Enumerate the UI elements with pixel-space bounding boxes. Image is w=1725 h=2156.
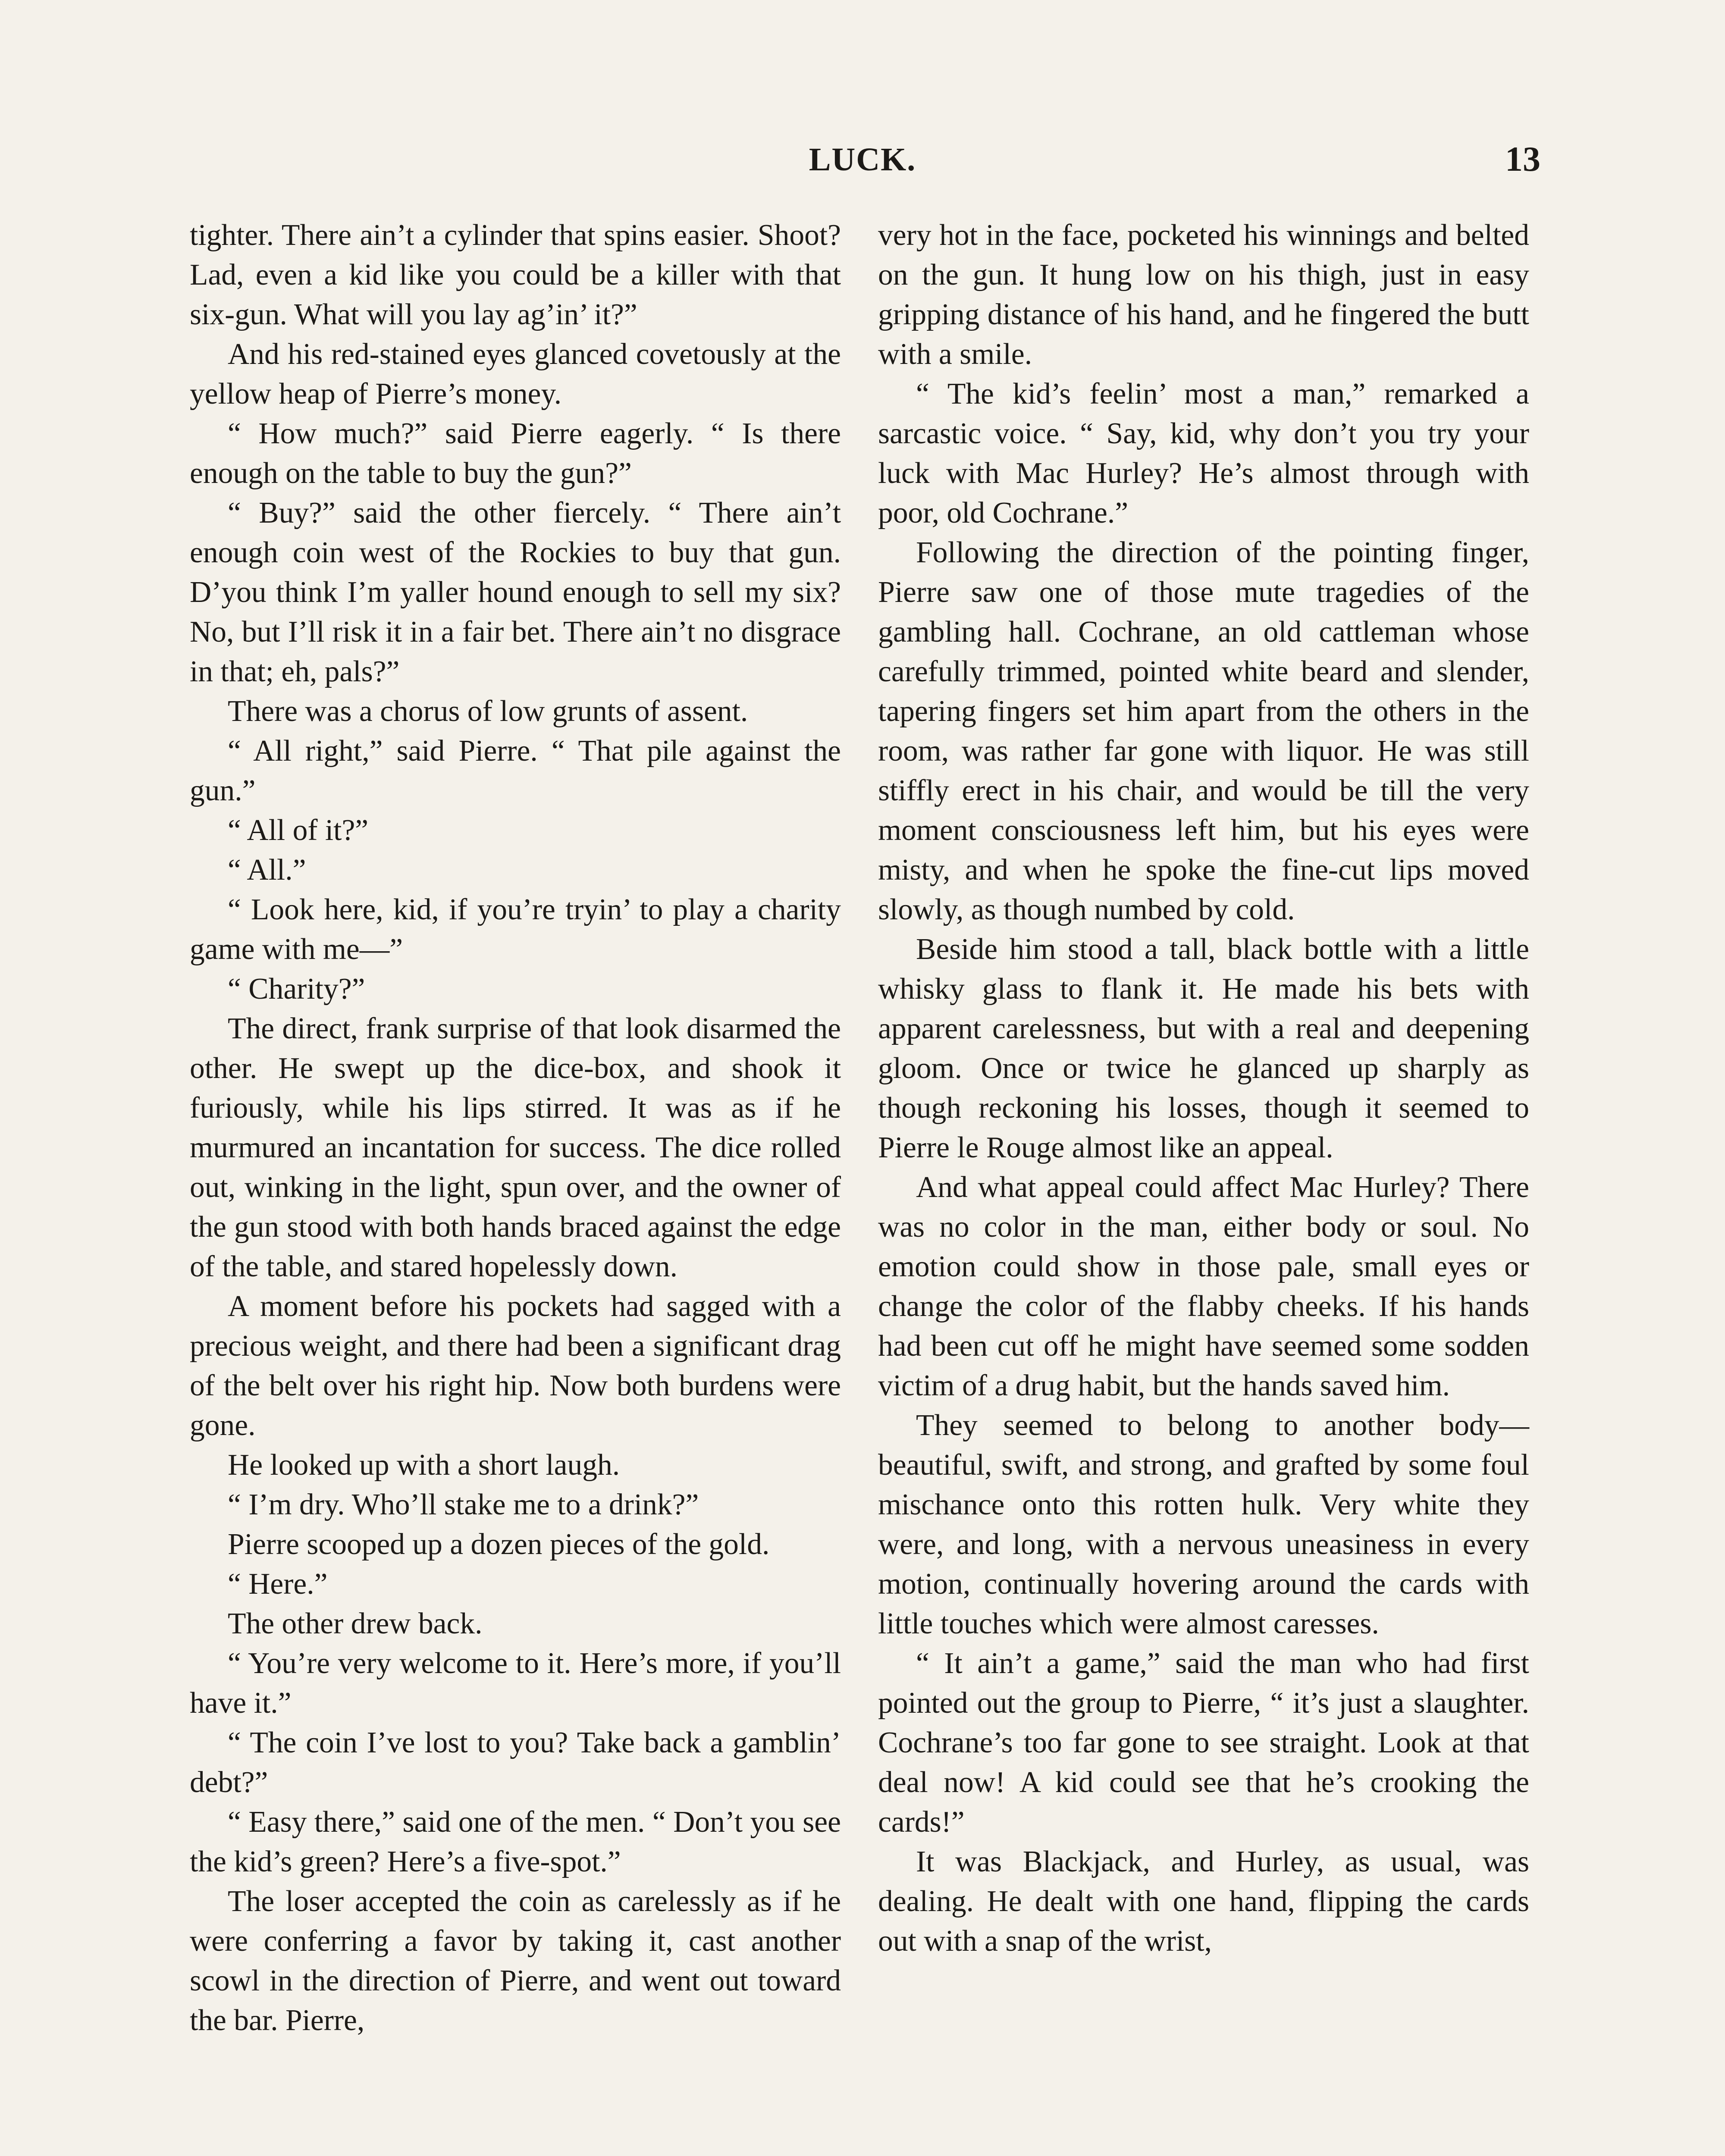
paragraph: “ All right,” said Pierre. “ That pile against the gun.” (190, 734, 841, 807)
paragraph: “ Buy?” said the other fiercely. “ There ain’t enough coin west of the Rockies to buy that gun. D’you think I’m yaller hound enough to sell my six? No, but I’ll risk it in a fair bet. There ain’t no disgrace in that; eh, pals?” (190, 496, 841, 688)
paragraph: He looked up with a short laugh. (228, 1448, 620, 1482)
text-column-right (878, 216, 1529, 1961)
paragraph: “ All of it?” (228, 814, 369, 847)
paragraph: “ Charity?” (228, 972, 365, 1006)
paragraph: There was a chorus of low grunts of assent. (228, 695, 748, 728)
paragraph: And his red-stained eyes glanced covetously at the yellow heap of Pierre’s money. (190, 338, 841, 411)
paragraph: “ All.” (228, 853, 306, 887)
paragraph: “ It ain’t a game,” said the man who had first pointed out the group to Pierre, “ it’s just a slaughter. Cochrane’s too far gone to see straight. Look at that deal now! A kid could see that he’s crooking the cards!” (878, 1647, 1529, 1839)
paragraph: “ Easy there,” said one of the men. “ Don’t you see the kid’s green? Here’s a five-spot.” (190, 1805, 841, 1878)
paragraph: “ Look here, kid, if you’re tryin’ to play a charity game with me—” (190, 893, 841, 966)
paragraph: A moment before his pockets had sagged with a precious weight, and there had been a significant drag of the belt over his right hip. Now both burdens were gone. (190, 1290, 841, 1442)
paragraph: tighter. There ain’t a cylinder that spins easier. Shoot? Lad, even a kid like you could be a killer with that six-gun. What will you lay ag’in’ it?” (190, 219, 841, 331)
running-title: LUCK. (809, 141, 916, 178)
paragraph: Pierre scooped up a dozen pieces of the gold. (228, 1528, 770, 1561)
paragraph: “ The coin I’ve lost to you? Take back a gamblin’ debt?” (190, 1726, 841, 1799)
paragraph: very hot in the face, pocketed his winnings and belted on the gun. It hung low on his thigh, just in easy gripping distance of his hand, and he fingered the butt with a smile. (878, 219, 1529, 371)
page-number: 13 (1505, 139, 1540, 179)
paragraph: “ Here.” (228, 1567, 328, 1601)
text-column-left (190, 216, 841, 2040)
paragraph: “ I’m dry. Who’ll stake me to a drink?” (228, 1488, 699, 1521)
paragraph: It was Blackjack, and Hurley, as usual, was dealing. He dealt with one hand, flipping the cards out with a snap of the wrist, (878, 1845, 1529, 1958)
paragraph: The other drew back. (228, 1607, 483, 1640)
paragraph: The direct, frank surprise of that look disarmed the other. He swept up the dice-box, and shook it furiously, while his lips stirred. It was as if he murmured an incantation for success. The dice rolled out, winking in the light, spun over, and the owner of the gun stood with both hands braced against the edge of the table, and stared hopelessly down. (190, 1012, 841, 1283)
paragraph: “ You’re very welcome to it. Here’s more, if you’ll have it.” (190, 1647, 841, 1720)
paragraph: “ The kid’s feelin’ most a man,” remarked a sarcastic voice. “ Say, kid, why don’t you try your luck with Mac Hurley? He’s almost through with poor, old Cochrane.” (878, 377, 1529, 530)
paragraph: They seemed to belong to another body—beautiful, swift, and strong, and grafted by some foul mischance onto this rotten hulk. Very white they were, and long, with a nervous uneasiness in every motion, continually hovering around the cards with little touches which were almost caresses. (878, 1409, 1529, 1640)
paragraph: “ How much?” said Pierre eagerly. “ Is there enough on the table to buy the gun?” (190, 417, 841, 490)
paragraph: And what appeal could affect Mac Hurley? There was no color in the man, either body or soul. No emotion could show in those pale, small eyes or change the color of the flabby cheeks. If his hands had been cut off he might have seemed some sodden victim of a drug habit, but the hands saved him. (878, 1171, 1529, 1402)
paragraph: The loser accepted the coin as carelessly as if he were conferring a favor by taking it, cast another scowl in the direction of Pierre, and went out toward the bar. Pierre, (190, 1885, 841, 2037)
paragraph: Beside him stood a tall, black bottle with a little whisky glass to flank it. He made his bets with apparent carelessness, but with a real and deepening gloom. Once or twice he glanced up sharply as though reckoning his losses, though it seemed to Pierre le Rouge almost like an appeal. (878, 933, 1529, 1164)
paragraph: Following the direction of the pointing finger, Pierre saw one of those mute tragedies of the gambling hall. Cochrane, an old cattleman whose carefully trimmed, pointed white beard and slender, tapering fingers set him apart from the others in the room, was rather far gone with liquor. He was still stiffly erect in his chair, and would be till the very moment consciousness left him, but his eyes were misty, and when he spoke the fine-cut lips moved slowly, as though numbed by cold. (878, 536, 1529, 926)
